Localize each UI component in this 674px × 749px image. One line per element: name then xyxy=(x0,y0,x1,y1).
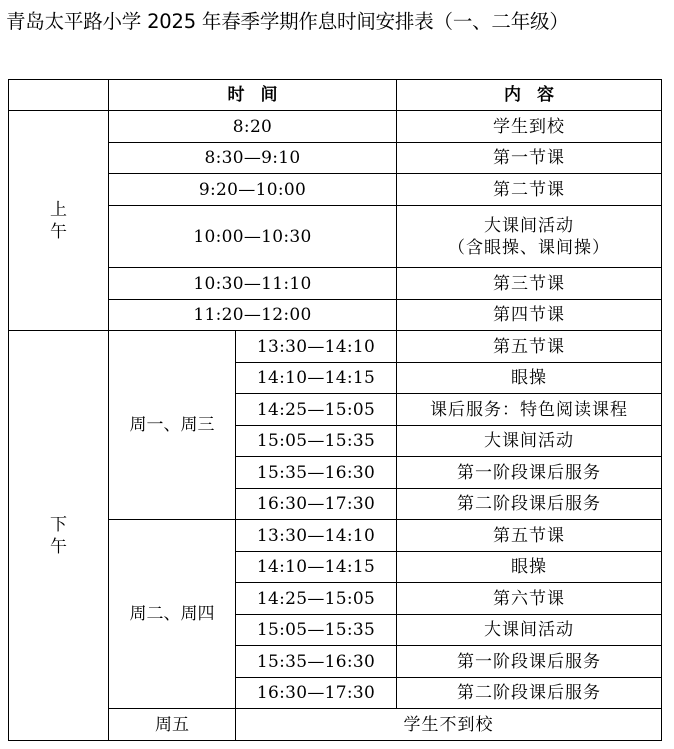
time-cell: 14:25—15:05 xyxy=(236,394,397,426)
content-cell: 眼操 xyxy=(397,552,662,583)
content-cell: 第二阶段课后服务 xyxy=(397,489,662,520)
time-cell: 14:10—14:15 xyxy=(236,363,397,394)
time-cell: 16:30—17:30 xyxy=(236,678,397,709)
time-cell: 10:30—11:10 xyxy=(109,268,397,300)
friday-content-cell: 学生不到校 xyxy=(236,709,662,741)
header-blank-cell xyxy=(9,80,109,111)
content-cell: 第一节课 xyxy=(397,143,662,174)
content-cell: 第四节课 xyxy=(397,300,662,331)
content-cell: 第五节课 xyxy=(397,520,662,552)
content-cell: 大课间活动 xyxy=(397,615,662,646)
content-cell: 学生到校 xyxy=(397,111,662,143)
schedule-table xyxy=(8,79,662,741)
header-time: 时间 xyxy=(109,80,397,111)
time-cell: 10:00—10:30 xyxy=(109,206,397,268)
time-cell: 11:20—12:00 xyxy=(109,300,397,331)
table-row xyxy=(9,331,662,363)
content-cell: 第六节课 xyxy=(397,583,662,615)
days-mon-wed: 周一、周三 xyxy=(109,331,236,520)
content-cell: 眼操 xyxy=(397,363,662,394)
period-morning: 上 午 xyxy=(9,111,109,331)
content-cell: 第二节课 xyxy=(397,174,662,206)
content-cell: 第三节课 xyxy=(397,268,662,300)
time-cell: 16:30—17:30 xyxy=(236,489,397,520)
time-cell: 15:05—15:35 xyxy=(236,615,397,646)
time-cell: 15:05—15:35 xyxy=(236,426,397,457)
time-cell: 8:20 xyxy=(109,111,397,143)
time-cell: 8:30—9:10 xyxy=(109,143,397,174)
content-cell: 第五节课 xyxy=(397,331,662,363)
page-title: 青岛太平路小学 2025 年春季学期作息时间安排表（一、二年级） xyxy=(6,10,569,33)
header-content: 内容 xyxy=(397,80,662,111)
content-cell: 第一阶段课后服务 xyxy=(397,646,662,678)
time-cell: 13:30—14:10 xyxy=(236,520,397,552)
time-cell: 15:35—16:30 xyxy=(236,646,397,678)
days-friday: 周五 xyxy=(109,709,236,741)
time-cell: 14:10—14:15 xyxy=(236,552,397,583)
time-cell: 9:20—10:00 xyxy=(109,174,397,206)
time-cell: 15:35—16:30 xyxy=(236,457,397,489)
content-cell: 第二阶段课后服务 xyxy=(397,678,662,709)
time-cell: 13:30—14:10 xyxy=(236,331,397,363)
days-tue-thu: 周二、周四 xyxy=(109,520,236,709)
content-cell: 大课间活动 xyxy=(397,426,662,457)
time-cell: 14:25—15:05 xyxy=(236,583,397,615)
content-cell: 第一阶段课后服务 xyxy=(397,457,662,489)
header-row xyxy=(9,80,662,111)
table-row xyxy=(9,111,662,143)
content-cell: 大课间活动 （含眼操、课间操） xyxy=(397,206,662,268)
period-afternoon: 下 午 xyxy=(9,331,109,741)
content-cell: 课后服务：特色阅读课程 xyxy=(397,394,662,426)
